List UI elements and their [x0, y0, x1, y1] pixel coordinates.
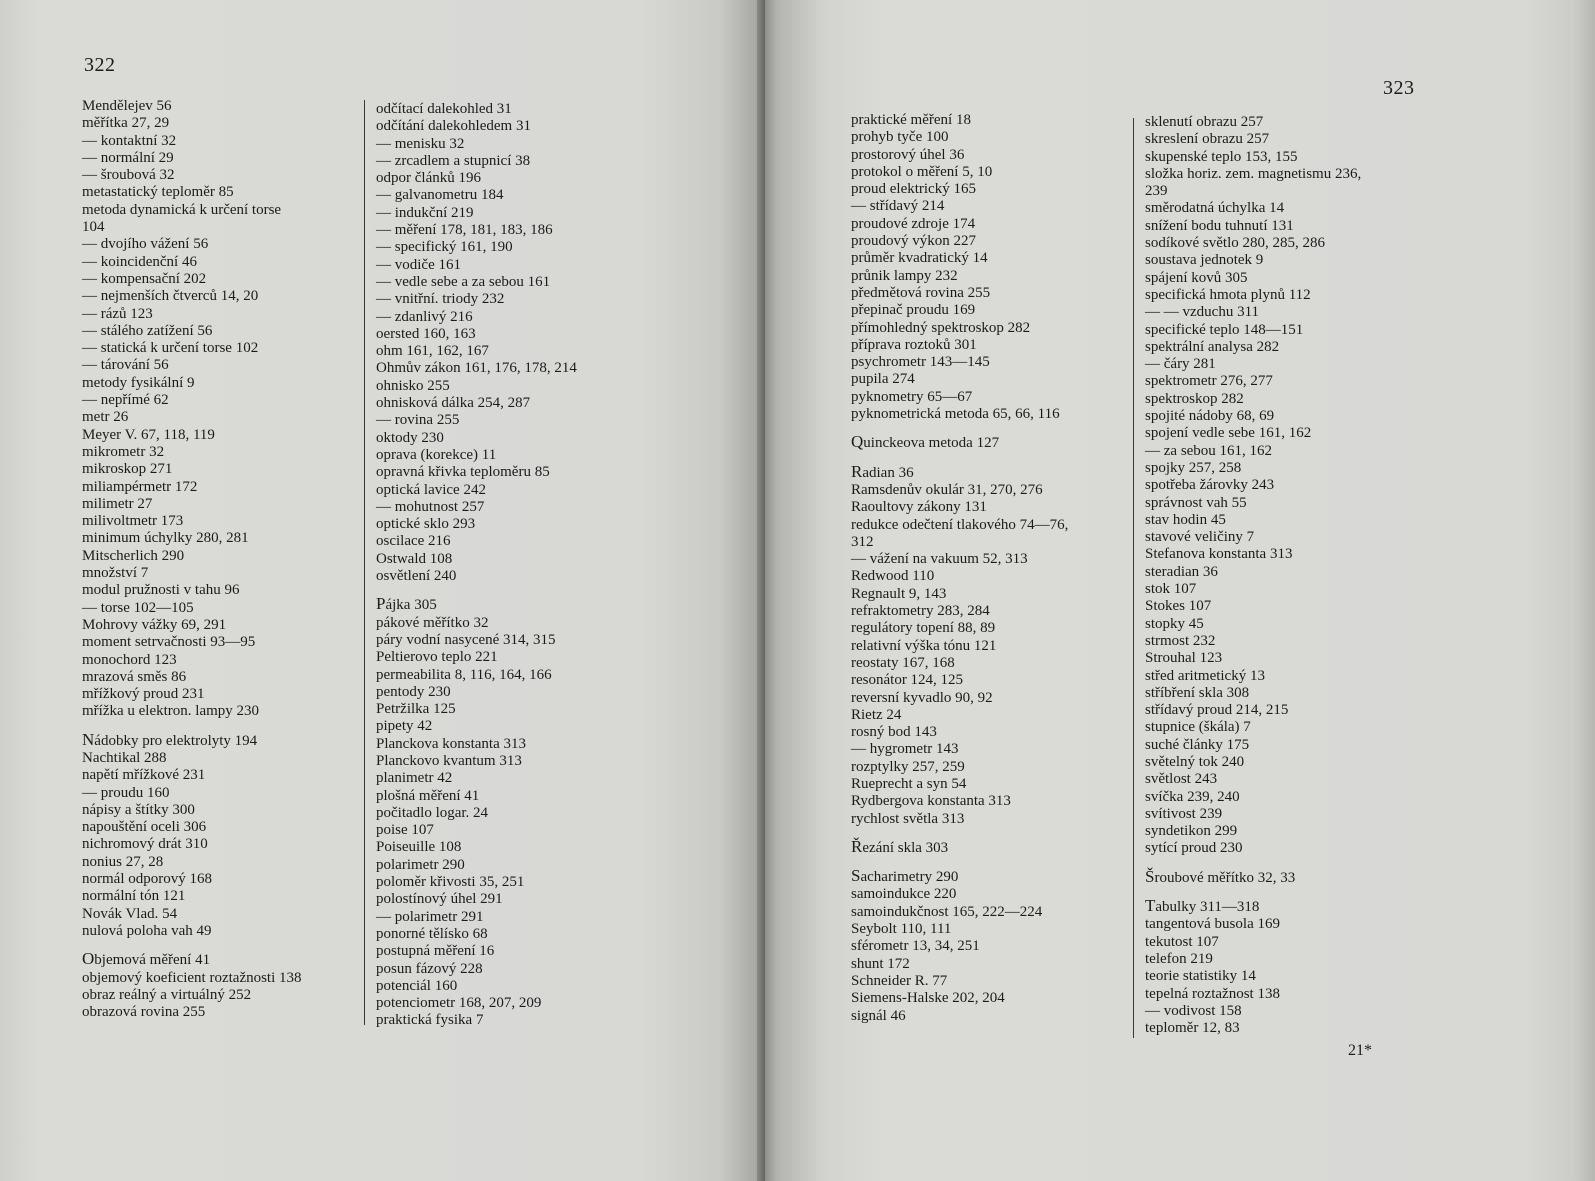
index-entry: metr 26: [82, 409, 129, 426]
index-entry: spotřeba žárovky 243: [1145, 477, 1275, 494]
index-entry: soustava jednotek 9: [1145, 252, 1264, 269]
index-entry: — proudu 160: [82, 784, 170, 801]
index-entry: přepinač proudu 169: [851, 302, 976, 319]
index-entry: reversní kyvadlo 90, 92: [851, 689, 993, 706]
right-page: [765, 0, 1595, 1181]
index-entry: milimetr 27: [82, 495, 153, 512]
index-entry: relativní výška tónu 121: [851, 637, 997, 654]
index-entry: — nejmenších čtverců 14, 20: [82, 288, 259, 305]
index-entry: spojité nádoby 68, 69: [1145, 408, 1275, 425]
index-entry: pupila 274: [851, 371, 915, 388]
index-entry: sklenutí obrazu 257: [1145, 114, 1264, 130]
index-entry: shunt 172: [851, 955, 910, 972]
index-entry: stříbření skla 308: [1145, 684, 1250, 701]
index-entry: — polarimetr 291: [376, 908, 484, 925]
index-entry: Tabulky 311—318: [1145, 896, 1260, 916]
index-entry: Peltierovo teplo 221: [376, 649, 498, 666]
index-entry: — kontaktní 32: [82, 132, 177, 149]
index-entry: opravná křivka teploměru 85: [376, 464, 550, 481]
index-entry: mřížkový proud 231: [82, 686, 205, 703]
index-entry: skreslení obrazu 257: [1145, 131, 1270, 148]
index-entry: mikrometr 32: [82, 443, 165, 460]
index-entry: Ohmův zákon 161, 176, 178, 214: [376, 360, 577, 377]
index-entry: mrazová směs 86: [82, 668, 187, 685]
index-entry: Pájka 305: [376, 594, 437, 614]
index-entry: Rietz 24: [851, 706, 902, 723]
index-entry: stav hodin 45: [1145, 511, 1226, 528]
index-entry: redukce odečtení tlakového 74—76,: [851, 516, 1069, 533]
index-entry: Nachtikal 288: [82, 749, 167, 766]
index-entry: rosný bod 143: [851, 724, 937, 741]
index-entry: ponorné tělísko 68: [376, 925, 488, 942]
index-entry: průměr kvadratický 14: [851, 250, 988, 267]
page-number-left: 322: [84, 54, 116, 76]
index-entry: — čáry 281: [1145, 356, 1216, 373]
index-entry: pyknometry 65—67: [851, 388, 973, 405]
index-entry: potenciometr 168, 207, 209: [376, 995, 542, 1012]
index-entry: ohm 161, 162, 167: [376, 343, 489, 360]
index-entry: Redwood 110: [851, 568, 935, 585]
index-entry: proudový výkon 227: [851, 233, 976, 250]
index-entry: Rydbergova konstanta 313: [851, 793, 1011, 810]
index-entry: protokol o měření 5, 10: [851, 163, 993, 180]
index-entry: Rueprecht a syn 54: [851, 775, 967, 792]
index-entry: pentody 230: [376, 683, 451, 700]
index-entry: — rázů 123: [82, 305, 153, 322]
index-entry: měřítka 27, 29: [82, 115, 170, 132]
index-entry: — za sebou 161, 162: [1145, 442, 1273, 459]
index-entry: — vážení na vakuum 52, 313: [851, 551, 1028, 568]
index-entry: poise 107: [376, 822, 434, 839]
index-entry: — torse 102—105: [82, 599, 194, 616]
index-entry: pákové měřítko 32: [376, 614, 489, 631]
index-entry: polostínový úhel 291: [376, 891, 503, 908]
index-entry: optická lavice 242: [376, 481, 486, 498]
index-entry: proud elektrický 165: [851, 181, 976, 198]
index-entry: — koincidenční 46: [82, 253, 197, 270]
index-entry: praktické měření 18: [851, 112, 971, 128]
index-entry: proudové zdroje 174: [851, 215, 976, 232]
index-entry: průnik lampy 232: [851, 267, 958, 284]
page-number-right: 323: [1383, 77, 1415, 99]
index-entry: nichromový drát 310: [82, 836, 208, 853]
index-entry: — zrcadlem a stupnicí 38: [376, 152, 531, 169]
index-entry: Regnault 9, 143: [851, 585, 947, 602]
index-entry: páry vodní nasycené 314, 315: [376, 631, 556, 648]
index-entry: směrodatná úchylka 14: [1145, 200, 1285, 217]
index-entry: střídavý proud 214, 215: [1145, 702, 1289, 719]
index-entry: prostorový úhel 36: [851, 146, 965, 163]
index-entry: moment setrvačnosti 93—95: [82, 634, 256, 651]
index-entry: metastatický teploměr 85: [82, 184, 234, 201]
index-entry: — střídavý 214: [851, 198, 945, 215]
index-entry: správnost vah 55: [1145, 494, 1247, 511]
index-entry: monochord 123: [82, 651, 177, 668]
index-entry: napětí mřížkové 231: [82, 767, 206, 784]
index-entry: psychrometr 143—145: [851, 354, 990, 371]
index-entry: osvětlení 240: [376, 568, 457, 585]
index-entry: metoda dynamická k určení torse: [82, 201, 282, 218]
index-entry: nápisy a štítky 300: [82, 801, 195, 818]
index-entry: plošná měření 41: [376, 787, 480, 804]
index-entry: mikroskop 271: [82, 461, 173, 478]
index-entry: — — vzduchu 311: [1145, 304, 1260, 321]
index-entry: stupnice (škála) 7: [1145, 719, 1251, 736]
index-entry: obrazová rovina 255: [82, 1004, 206, 1021]
column-rule-left: [364, 100, 365, 1025]
index-entry: spektroskop 282: [1145, 390, 1244, 407]
index-entry: regulátory topení 88, 89: [851, 620, 996, 637]
index-column-left-2: [376, 101, 577, 1030]
index-entry: Siemens-Halske 202, 204: [851, 990, 1005, 1007]
index-entry: metody fysikální 9: [82, 374, 195, 391]
index-entry: — tárování 56: [82, 357, 169, 374]
index-entry: Řezání skla 303: [851, 836, 949, 856]
index-entry: — indukční 219: [376, 204, 474, 221]
index-entry: miliampérmetr 172: [82, 478, 198, 495]
index-entry: Novák Vlad. 54: [82, 905, 178, 922]
index-entry: mřížka u elektron. lampy 230: [82, 703, 260, 720]
index-entry: skupenské teplo 153, 155: [1145, 148, 1298, 165]
index-entry: odpor článků 196: [376, 170, 481, 187]
index-entry: 239: [1145, 183, 1168, 200]
index-entry: nonius 27, 28: [82, 853, 164, 870]
index-entry: přímohledný spektroskop 282: [851, 319, 1031, 336]
index-entry: signál 46: [851, 1007, 906, 1024]
index-entry: — normální 29: [82, 149, 174, 166]
index-entry: svíčka 239, 240: [1145, 788, 1240, 805]
index-entry: Mendělejev 56: [82, 98, 172, 114]
index-entry: světlost 243: [1145, 771, 1218, 788]
index-entry: obraz reálný a virtuálný 252: [82, 986, 252, 1003]
index-entry: — šroubová 32: [82, 167, 175, 184]
index-entry: střed aritmetický 13: [1145, 667, 1265, 684]
index-entry: — vodivost 158: [1145, 1002, 1242, 1019]
sheet-signature: 21*: [1348, 1042, 1372, 1059]
index-entry: rozptylky 257, 259: [851, 758, 965, 775]
index-entry: posun fázový 228: [376, 960, 483, 977]
index-entry: Raoultovy zákony 131: [851, 499, 987, 516]
index-entry: — menisku 32: [376, 135, 465, 152]
index-entry: sférometr 13, 34, 251: [851, 938, 980, 955]
index-entry: potenciál 160: [376, 977, 458, 994]
index-entry: minimum úchylky 280, 281: [82, 530, 249, 547]
index-entry: steradian 36: [1145, 563, 1218, 580]
index-entry: Stokes 107: [1145, 598, 1212, 615]
index-entry: objemový koeficient roztažnosti 138: [82, 969, 302, 986]
index-entry: telefon 219: [1145, 950, 1213, 967]
index-entry: počitadlo logar. 24: [376, 804, 489, 821]
index-entry: — mohutnost 257: [376, 498, 485, 515]
index-entry: — vedle sebe a za sebou 161: [376, 273, 551, 290]
index-entry: příprava roztoků 301: [851, 336, 977, 353]
index-entry: oersted 160, 163: [376, 325, 476, 342]
left-page: [0, 0, 765, 1181]
index-entry: Šroubové měřítko 32, 33: [1145, 866, 1296, 886]
index-entry: světelný tok 240: [1145, 753, 1245, 770]
index-entry: planimetr 42: [376, 770, 453, 787]
index-entry: praktická fysika 7: [376, 1012, 484, 1029]
index-column-right-1: [851, 112, 1068, 1025]
index-entry: pipety 42: [376, 718, 433, 735]
index-entry: Seybolt 110, 111: [851, 921, 952, 938]
index-entry: nulová poloha vah 49: [82, 922, 212, 939]
index-entry: Mitscherlich 290: [82, 547, 185, 564]
index-entry: syndetikon 299: [1145, 823, 1238, 840]
index-entry: — rovina 255: [376, 412, 460, 429]
index-entry: — zdanlivý 216: [376, 308, 473, 325]
index-entry: stavové veličiny 7: [1145, 529, 1255, 546]
index-entry: strmost 232: [1145, 632, 1216, 649]
index-entry: tepelná roztažnost 138: [1145, 985, 1280, 1002]
index-entry: optické sklo 293: [376, 516, 476, 533]
index-entry: teorie statistiky 14: [1145, 968, 1256, 985]
index-entry: 104: [82, 219, 105, 236]
index-entry: snížení bodu tuhnutí 131: [1145, 217, 1294, 234]
index-entry: modul pružnosti v tahu 96: [82, 582, 240, 599]
index-entry: — dvojího vážení 56: [82, 236, 209, 253]
index-entry: Ostwald 108: [376, 550, 453, 567]
index-entry: spojení vedle sebe 161, 162: [1145, 425, 1312, 442]
index-entry: postupná měření 16: [376, 943, 495, 960]
index-entry: spájení kovů 305: [1145, 269, 1248, 286]
index-entry: tekutost 107: [1145, 933, 1219, 950]
index-entry: oktody 230: [376, 429, 444, 446]
index-entry: Radian 36: [851, 461, 914, 481]
index-entry: Objemová měření 41: [82, 949, 211, 969]
index-entry: Planckovo kvantum 313: [376, 752, 522, 769]
index-entry: tangentová busola 169: [1145, 916, 1280, 933]
index-entry: složka horiz. zem. magnetismu 236,: [1145, 165, 1362, 182]
column-rule-right: [1133, 118, 1134, 1038]
index-entry: spojky 257, 258: [1145, 459, 1242, 476]
index-entry: oprava (korekce) 11: [376, 446, 497, 463]
index-entry: — vodiče 161: [376, 256, 461, 273]
index-entry: sytící proud 230: [1145, 840, 1243, 857]
index-entry: — kompensační 202: [82, 270, 207, 287]
index-entry: Petržilka 125: [376, 701, 456, 718]
index-entry: milivoltmetr 173: [82, 513, 184, 530]
index-entry: Planckova konstanta 313: [376, 735, 526, 752]
index-entry: reostaty 167, 168: [851, 654, 955, 671]
index-entry: předmětová rovina 255: [851, 284, 991, 301]
index-entry: sodíkové světlo 280, 285, 286: [1145, 235, 1325, 252]
index-entry: oscilace 216: [376, 533, 451, 550]
index-entry: svítivost 239: [1145, 805, 1223, 822]
index-entry: suché články 175: [1145, 736, 1250, 753]
index-entry: specifická hmota plynů 112: [1145, 286, 1311, 303]
index-entry: pyknometrická metoda 65, 66, 116: [851, 406, 1060, 423]
index-entry: Sacharimetry 290: [851, 866, 959, 886]
index-entry: odčítání dalekohledem 31: [376, 118, 531, 135]
index-entry: poloměr křivosti 35, 251: [376, 874, 525, 891]
index-entry: spektrální analysa 282: [1145, 338, 1280, 355]
index-entry: — specifický 161, 190: [376, 239, 513, 256]
index-entry: normál odporový 168: [82, 871, 212, 888]
index-entry: samoindukčnost 165, 222—224: [851, 903, 1043, 920]
index-entry: Schneider R. 77: [851, 972, 948, 989]
index-entry: Poiseuille 108: [376, 839, 462, 856]
index-column-right-2: [1145, 114, 1361, 1037]
index-entry: napouštění oceli 306: [82, 819, 207, 836]
index-entry: — vnitřní. triody 232: [376, 291, 505, 308]
index-column-left-1: [82, 98, 302, 1021]
index-entry: Strouhal 123: [1145, 650, 1223, 667]
index-entry: — hygrometr 143: [851, 741, 959, 758]
index-entry: Mohrovy vážky 69, 291: [82, 616, 227, 633]
index-entry: množství 7: [82, 565, 149, 582]
index-entry: ohnisková dálka 254, 287: [376, 395, 531, 412]
index-entry: 312: [851, 533, 874, 550]
index-entry: — měření 178, 181, 183, 186: [376, 222, 553, 239]
index-entry: teploměr 12, 83: [1145, 1020, 1240, 1037]
index-entry: polarimetr 290: [376, 856, 465, 873]
index-entry: Quinckeova metoda 127: [851, 432, 1000, 452]
index-entry: Meyer V. 67, 118, 119: [82, 426, 215, 443]
index-entry: refraktometry 283, 284: [851, 603, 990, 620]
index-entry: stok 107: [1145, 581, 1197, 598]
index-entry: samoindukce 220: [851, 886, 957, 903]
index-entry: — nepřímé 62: [82, 392, 169, 409]
index-entry: Nádobky pro elektrolyty 194: [82, 729, 258, 749]
index-entry: specifické teplo 148—151: [1145, 321, 1304, 338]
index-entry: permeabilita 8, 116, 164, 166: [376, 666, 552, 683]
index-entry: rychlost světla 313: [851, 810, 965, 827]
index-entry: — stálého zatížení 56: [82, 322, 213, 339]
index-entry: resonátor 124, 125: [851, 672, 964, 689]
index-entry: — galvanometru 184: [376, 187, 504, 204]
index-entry: — statická k určení torse 102: [82, 340, 259, 357]
index-entry: Stefanova konstanta 313: [1145, 546, 1293, 563]
index-entry: stopky 45: [1145, 615, 1204, 632]
index-entry: Ramsdenův okulár 31, 270, 276: [851, 481, 1043, 498]
index-entry: spektrometr 276, 277: [1145, 373, 1273, 390]
index-entry: odčítací dalekohled 31: [376, 101, 512, 117]
index-entry: normální tón 121: [82, 888, 186, 905]
index-entry: ohnisko 255: [376, 377, 450, 394]
index-entry: prohyb tyče 100: [851, 129, 949, 146]
